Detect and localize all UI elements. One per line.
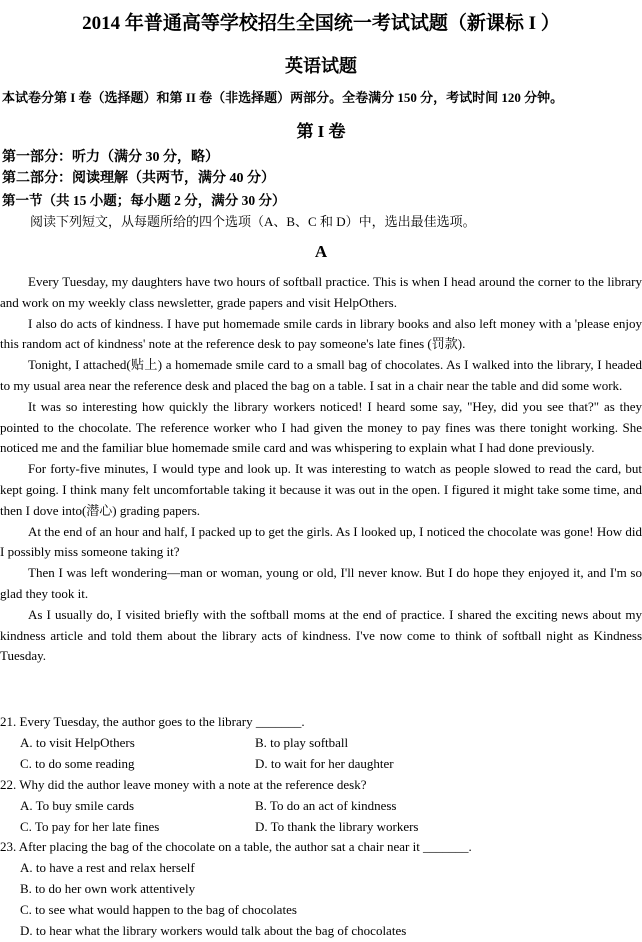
passage-letter: A	[314, 242, 328, 261]
option-c: C. To pay for her late fines	[20, 818, 160, 834]
passage-paragraph: As I usually do, I visited briefly with the softball moms at the end of practice. I shared the exciting news about my kindness article and told them about the library acts of kindness. I've now come to think of softball night as Kindness Tuesday.	[0, 606, 642, 664]
section1-heading: 第一节（共 15 小题；每小题 2 分，满分 30 分）	[2, 193, 286, 208]
option-a: A. to have a rest and relax herself	[20, 860, 195, 876]
exam-title: 2014 年普通高等学校招生全国统一考试试题（新课标 I ）	[82, 13, 560, 34]
passage-body	[0, 272, 642, 667]
option-b: B. To do an act of kindness	[255, 797, 397, 813]
part2-heading: 第二部分：阅读理解（共两节，满分 40 分）	[2, 171, 275, 186]
option-d: D. to wait for her daughter	[255, 755, 394, 771]
passage-paragraph: Then I was left wondering—man or woman, young or old, I'll never know. But I do hope they enjoyed it, and I'm so glad they took it.	[0, 565, 642, 601]
passage-paragraph: Tonight, I attached(贴上) a homemade smile card to a small bag of chocolates. As I walked into the library, I headed to my usual area near the reference desk and placed the bag on a table. I sat in a chair near the table and did some work.	[0, 357, 642, 393]
option-b: B. to do her own work attentively	[20, 881, 196, 897]
subject-title: 英语试题	[285, 56, 357, 76]
question-list	[0, 712, 642, 942]
question-stem: 22. Why did the author leave money with a note at the reference desk?	[0, 776, 367, 792]
volume-heading: 第 I 卷	[296, 122, 346, 141]
option-c: C. to see what would happen to the bag of chocolates	[20, 902, 297, 918]
exam-intro: 本试卷分第 I 卷（选择题）和第 II 卷（非选择题）两部分。全卷满分 150 分，考试时间 120 分钟。	[2, 90, 564, 105]
instructions: 阅读下列短文，从每题所给的四个选项（A、B、C 和 D）中，选出最佳选项。	[30, 214, 476, 229]
question-stem: 21. Every Tuesday, the author goes to the library _______.	[0, 714, 305, 729]
option-d: D. To thank the library workers	[255, 818, 419, 834]
question-21	[0, 712, 642, 775]
option-d: D. to hear what the library workers would talk about the bag of chocolates	[20, 923, 407, 939]
option-a: A. To buy smile cards	[20, 797, 135, 813]
passage-paragraph: Every Tuesday, my daughters have two hours of softball practice. This is when I head around the corner to the library and work on my weekly class newsletter, grade papers and visit HelpOthers.	[0, 274, 642, 310]
part1-heading: 第一部分：听力（满分 30 分，略）	[2, 150, 219, 165]
question-stem: 23. After placing the bag of the chocolate on a table, the author sat a chair near it _______.	[0, 839, 472, 855]
question-22	[0, 775, 642, 838]
passage-paragraph: At the end of an hour and half, I packed up to get the girls. As I looked up, I noticed the chocolate was gone! How did I possibly miss someone taking it?	[0, 523, 642, 560]
option-a: A. to visit HelpOthers	[20, 734, 135, 750]
passage-paragraph: It was so interesting how quickly the library workers noticed! I heard some say, "Hey, did you see that?" as they pointed to the chocolate. The reference worker who I had given the money to pay fines was there tonight working. She noticed me and the familiar blue homemade smile card and was whispering to explain what I had done previously.	[0, 398, 642, 456]
passage-paragraph: For forty-five minutes, I would type and look up. It was interesting to watch as people slowed to read the card, but kept going. I think many felt uncomfortable taking it because it was out in the open. I figured it might take some time, and then I dove into(潜心) grading papers.	[0, 461, 642, 518]
option-c: C. to do some reading	[20, 755, 135, 771]
option-b: B. to play softball	[255, 734, 349, 750]
question-23	[0, 837, 642, 942]
passage-paragraph: I also do acts of kindness. I have put homemade smile cards in library books and also left money with a 'please enjoy this random act of kindness' note at the reference desk to pay someone's late fines (罚款).	[0, 315, 642, 352]
